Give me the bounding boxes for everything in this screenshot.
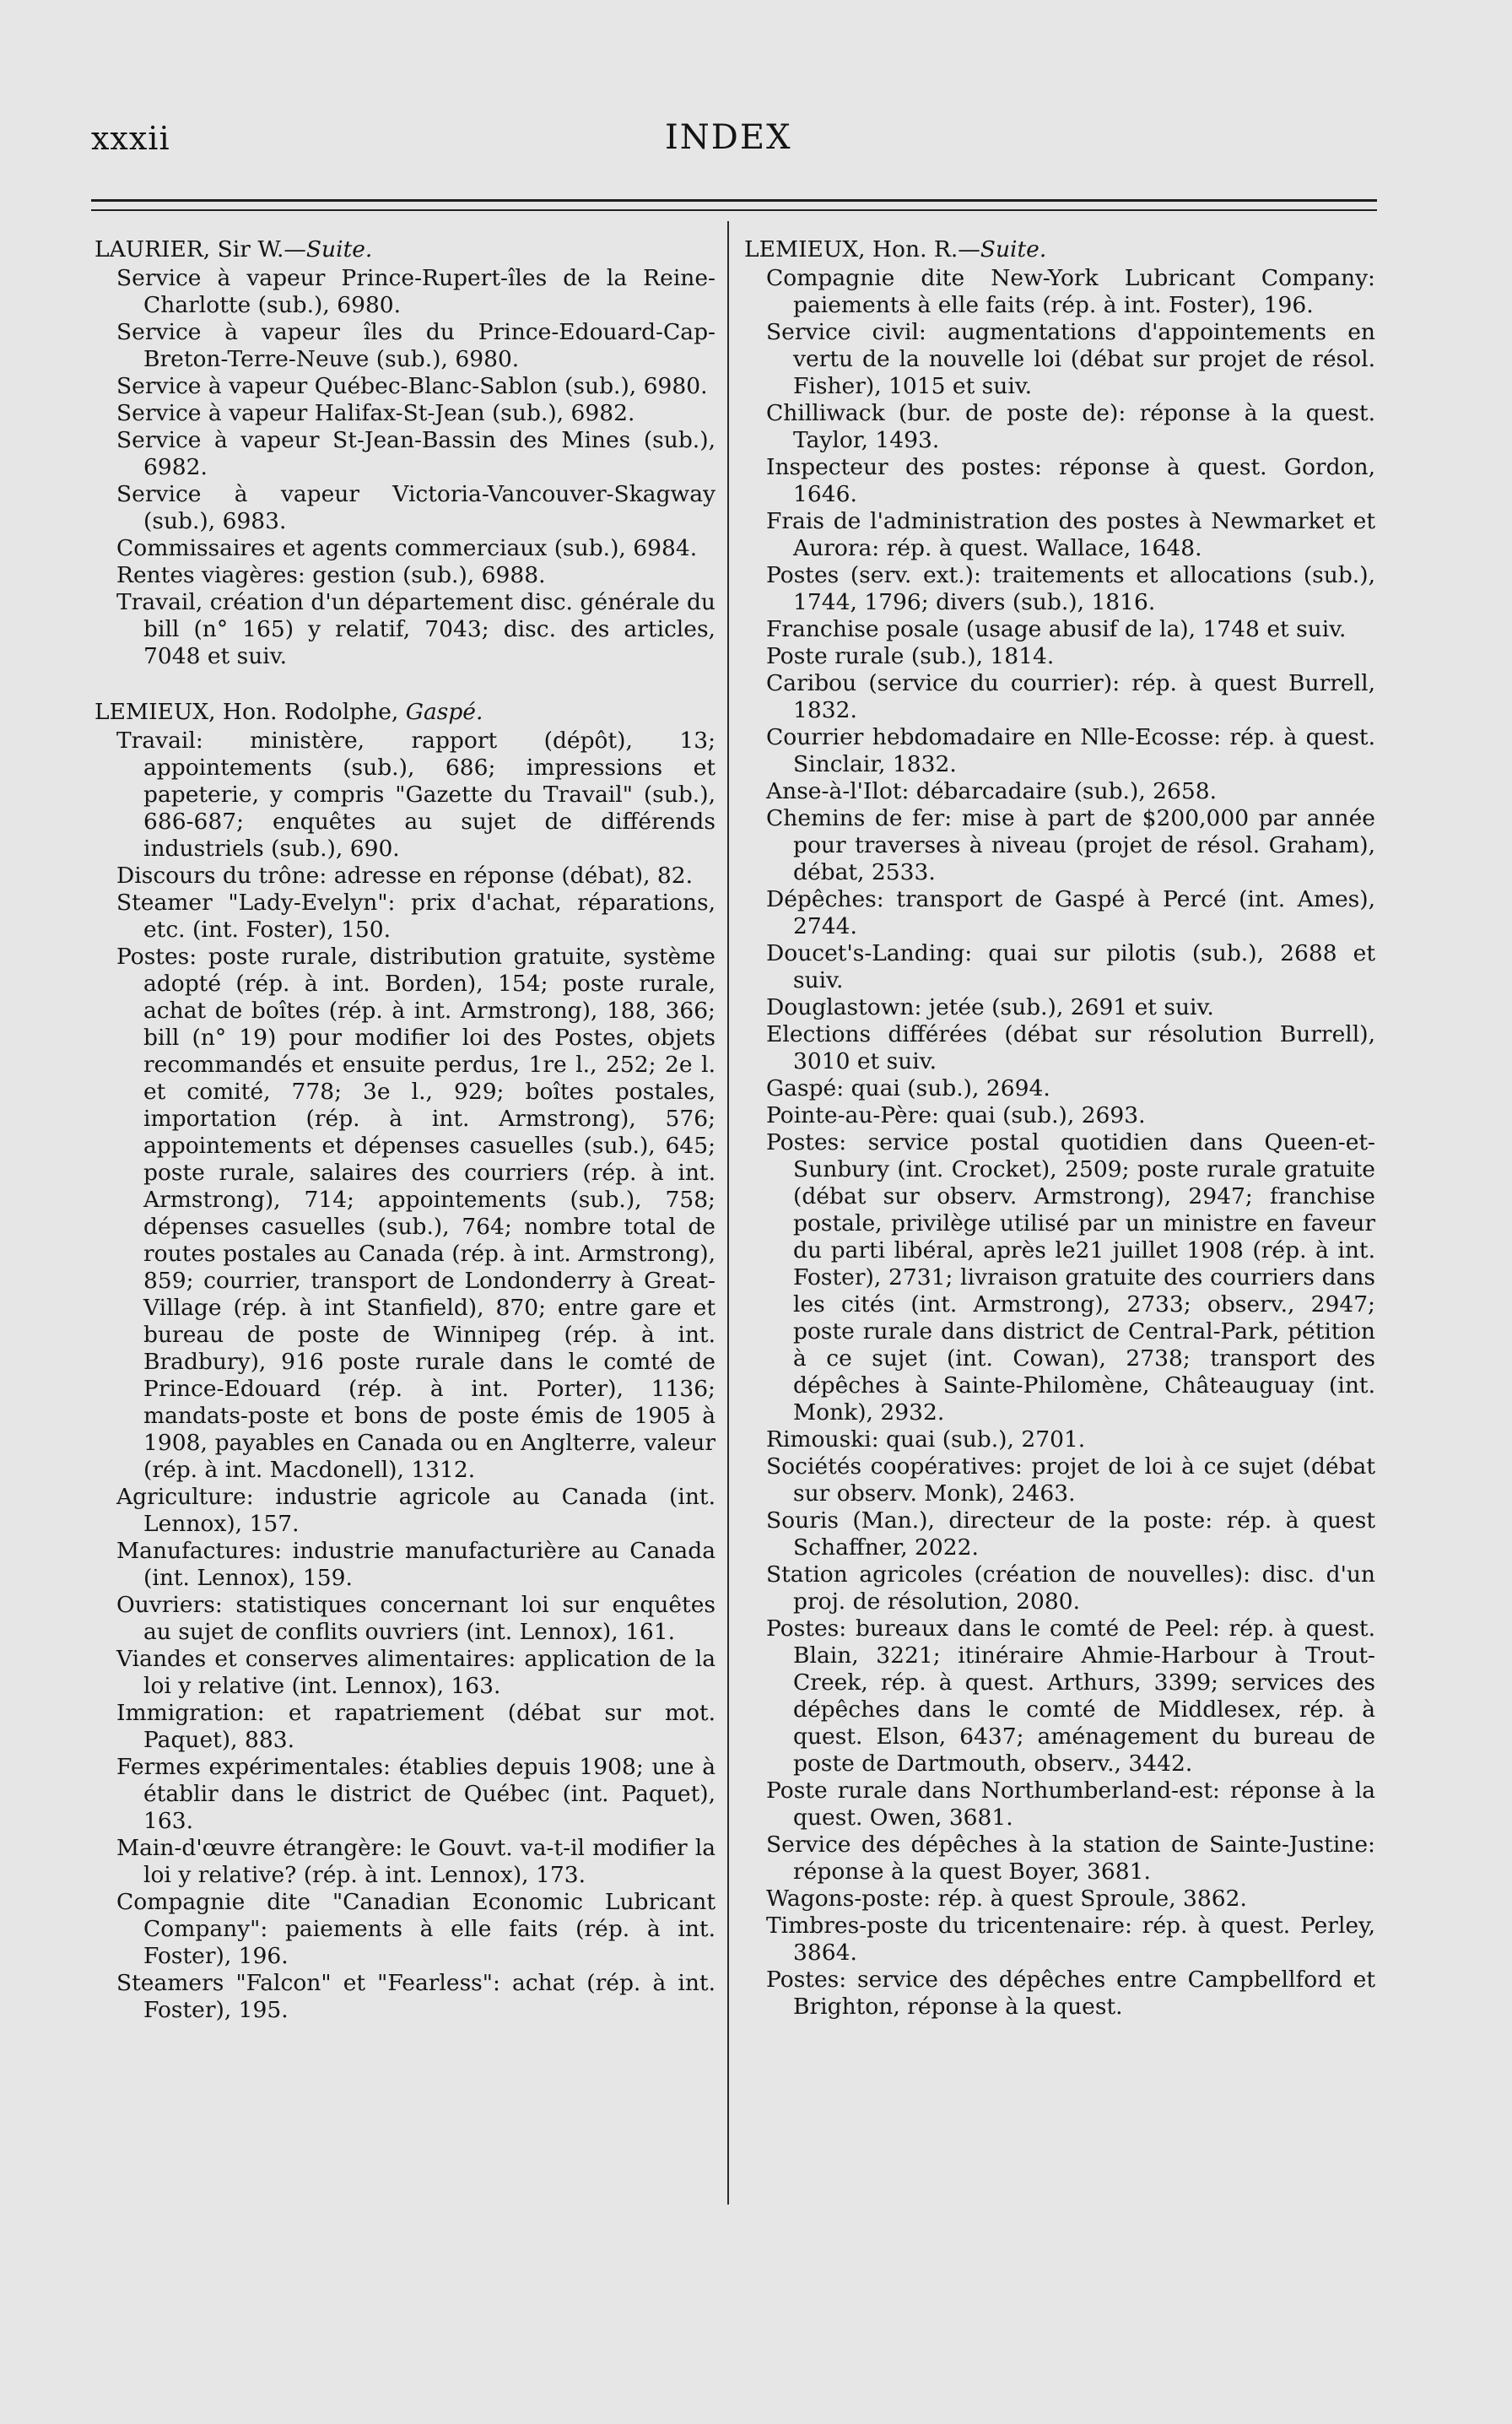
page-title: INDEX (665, 118, 792, 157)
page-header (91, 120, 1374, 170)
index-entry: Fermes expérimentales: établies depuis 1908; une à établir dans le district de Québec (int. Paquet), 163. (116, 1754, 716, 1834)
index-entry: Discours du trône: adresse en réponse (débat), 82. (116, 863, 694, 889)
column-divider (727, 221, 729, 2205)
section-heading-laurier: LAURIER, Sir W.—Suite. (94, 236, 373, 262)
index-entry: Commissaires et agents commerciaux (sub.), 6984. (116, 535, 698, 561)
index-entry: Doucet's-Landing: quai sur pilotis (sub.), 2688 et suiv. (766, 940, 1375, 993)
index-entry: Compagnie dite "Canadian Economic Lubricant Company": paiements à elle faits (rép. à int. Foster), 196. (116, 1889, 716, 1969)
index-entry: Rentes viagères: gestion (sub.), 6988. (116, 562, 546, 588)
index-entry: Station agricoles (création de nouvelles): disc. d'un proj. de résolution, 2080. (766, 1561, 1375, 1615)
index-entry: Dépêches: transport de Gaspé à Percé (int. Ames), 2744. (766, 886, 1375, 939)
header-rule-bottom (91, 209, 1377, 211)
lemieux-entries (94, 728, 716, 2024)
section-heading-lemieux-suite: LEMIEUX, Hon. R.—Suite. (744, 236, 1047, 262)
index-entry: Manufactures: industrie manufacturière au Canada (int. Lennox), 159. (116, 1538, 716, 1591)
index-entry: Steamer "Lady-Evelyn": prix d'achat, réparations, etc. (int. Foster), 150. (116, 890, 716, 943)
right-column (744, 236, 1375, 2021)
index-entry: Rimouski: quai (sub.), 2701. (766, 1426, 1086, 1453)
index-entry: Travail: ministère, rapport (dépôt), 13; appointements (sub.), 686; impressions et papeterie, y compris "Gazette du Travail" (sub.), 686-687; enquêtes au sujet de différends industriels (sub.), 690. (116, 728, 716, 862)
index-entry: Steamers "Falcon" et "Fearless": achat (rép. à int. Foster), 195. (116, 1970, 716, 2023)
left-column (94, 236, 716, 2024)
index-entry: Wagons-poste: rép. à quest Sproule, 3862. (766, 1886, 1247, 1912)
index-entry: Service à vapeur îles du Prince-Edouard-Cap-Breton-Terre-Neuve (sub.), 6980. (116, 319, 716, 372)
index-entry: Service à vapeur St-Jean-Bassin des Mines (sub.), 6982. (116, 427, 716, 480)
index-entry: Service des dépêches à la station de Sainte-Justine: réponse à la quest Boyer, 3681. (766, 1832, 1375, 1885)
lemieux-suite-entries (744, 265, 1375, 2021)
header-rule-top (91, 199, 1377, 202)
section-heading-lemieux: LEMIEUX, Hon. Rodolphe, Gaspé. (94, 699, 483, 725)
index-entry: Compagnie dite New-York Lubricant Company: paiements à elle faits (rép. à int. Foster), 196. (766, 265, 1375, 318)
index-entry: Viandes et conserves alimentaires: application de la loi y relative (int. Lennox), 163. (116, 1646, 716, 1699)
index-entry: Frais de l'administration des postes à Newmarket et Aurora: rép. à quest. Wallace, 1648. (766, 508, 1375, 561)
index-entry: Souris (Man.), directeur de la poste: rép. à quest Schaffner, 2022. (766, 1507, 1375, 1561)
index-entry: Franchise posale (usage abusif de la), 1748 et suiv. (766, 616, 1347, 642)
index-entry: Travail, création d'un département disc. générale du bill (n° 165) y relatif, 7043; disc. des articles, 7048 et suiv. (116, 589, 716, 669)
index-entry: Service à vapeur Halifax-St-Jean (sub.), 6982. (116, 400, 635, 426)
index-entry: Pointe-au-Père: quai (sub.), 2693. (766, 1102, 1146, 1128)
index-entry: Service civil: augmentations d'appointements en vertu de la nouvelle loi (débat sur projet de résol. Fisher), 1015 et suiv. (766, 319, 1375, 399)
index-entry: Chemins de fer: mise à part de $200,000 par année pour traverses à niveau (projet de résol. Graham), débat, 2533. (766, 805, 1375, 885)
index-entry: Postes: bureaux dans le comté de Peel: rép. à quest. Blain, 3221; itinéraire Ahmie-Harbour à Trout-Creek, rép. à quest. Arthurs, 3399; services des dépêches dans le comté de Middlesex, rép. à quest. Elson, 6437; aménagement du bureau de poste de Dartmouth, observ., 3442. (766, 1615, 1375, 1777)
index-entry: Poste rurale dans Northumberland-est: réponse à la quest. Owen, 3681. (766, 1777, 1375, 1831)
index-entry: Postes: service postal quotidien dans Queen-et-Sunbury (int. Crocket), 2509; poste rurale gratuite (débat sur observ. Armstrong), 2947; franchise postale, privilège utilisé par un ministre en faveur du parti libéral, après le21 juillet 1908 (rép. à int. Foster), 2731; livraison gratuite des courriers dans les cités (int. Armstrong), 2733; observ., 2947; poste rurale dans district de Central-Park, pétition à ce sujet (int. Cowan), 2738; transport des dépêches à Sainte-Philomène, Châteauguay (int. Monk), 2932. (766, 1129, 1375, 1426)
index-entry: Poste rurale (sub.), 1814. (766, 643, 1055, 669)
section-gap (94, 670, 716, 699)
index-entry: Anse-à-l'Ilot: débarcadaire (sub.), 2658. (766, 778, 1218, 804)
laurier-entries (94, 265, 716, 670)
index-entry: Caribou (service du courrier): rép. à quest Burrell, 1832. (766, 670, 1375, 723)
index-entry: Gaspé: quai (sub.), 2694. (766, 1075, 1050, 1101)
index-entry: Sociétés coopératives: projet de loi à ce sujet (débat sur observ. Monk), 2463. (766, 1453, 1375, 1507)
index-entry: Postes (serv. ext.): traitements et allocations (sub.), 1744, 1796; divers (sub.), 1816. (766, 562, 1375, 615)
index-entry: Service à vapeur Victoria-Vancouver-Skagway (sub.), 6983. (116, 481, 716, 534)
index-entry: Service à vapeur Prince-Rupert-îles de la Reine-Charlotte (sub.), 6980. (116, 265, 716, 318)
index-entry: Courrier hebdomadaire en Nlle-Ecosse: rép. à quest. Sinclair, 1832. (766, 724, 1375, 777)
index-entry: Postes: poste rurale, distribution gratuite, système adopté (rép. à int. Borden), 154; poste rurale, achat de boîtes (rép. à int. Armstrong), 188, 366; bill (n° 19) pour modifier loi des Postes, objets recommandés et ensuite perdus, 1re l., 252; 2e l. et comité, 778; 3e l., 929; boîtes postales, importation (rép. à int. Armstrong), 576; appointements et dépenses casuelles (sub.), 645; poste rurale, salaires des courriers (rép. à int. Armstrong), 714; appointements (sub.), 758; dépenses casuelles (sub.), 764; nombre total de routes postales au Canada (rép. à int. Armstrong), 859; courrier, transport de Londonderry à Great-Village (rép. à int Stanfield), 870; entre gare et bureau de poste de Winnipeg (rép. à int. Bradbury), 916 poste rurale dans le comté de Prince-Edouard (rép. à int. Porter), 1136; mandats-poste et bons de poste émis de 1905 à 1908, payables en Canada ou en Anglterre, valeur (rép. à int. Macdonell), 1312. (116, 944, 716, 1483)
index-entry: Timbres-poste du tricentenaire: rép. à quest. Perley, 3864. (766, 1913, 1375, 1966)
index-entry: Service à vapeur Québec-Blanc-Sablon (sub.), 6980. (116, 373, 708, 399)
index-entry: Chilliwack (bur. de poste de): réponse à la quest. Taylor, 1493. (766, 400, 1375, 453)
index-entry: Douglastown: jetée (sub.), 2691 et suiv. (766, 994, 1214, 1020)
index-entry: Main-d'œuvre étrangère: le Gouvt. va-t-il modifier la loi y relative? (rép. à int. Lennox), 173. (116, 1835, 716, 1888)
page-number: xxxii (91, 120, 170, 157)
index-entry: Postes: service des dépêches entre Campbellford et Brighton, réponse à la quest. (766, 1967, 1375, 2020)
index-entry: Immigration: et rapatriement (débat sur mot. Paquet), 883. (116, 1700, 716, 1753)
index-entry: Inspecteur des postes: réponse à quest. Gordon, 1646. (766, 454, 1375, 507)
index-entry: Elections différées (débat sur résolution Burrell), 3010 et suiv. (766, 1021, 1375, 1074)
index-entry: Agriculture: industrie agricole au Canada (int. Lennox), 157. (116, 1484, 716, 1537)
index-entry: Ouvriers: statistiques concernant loi sur enquêtes au sujet de conflits ouvriers (int. Lennox), 161. (116, 1592, 716, 1645)
